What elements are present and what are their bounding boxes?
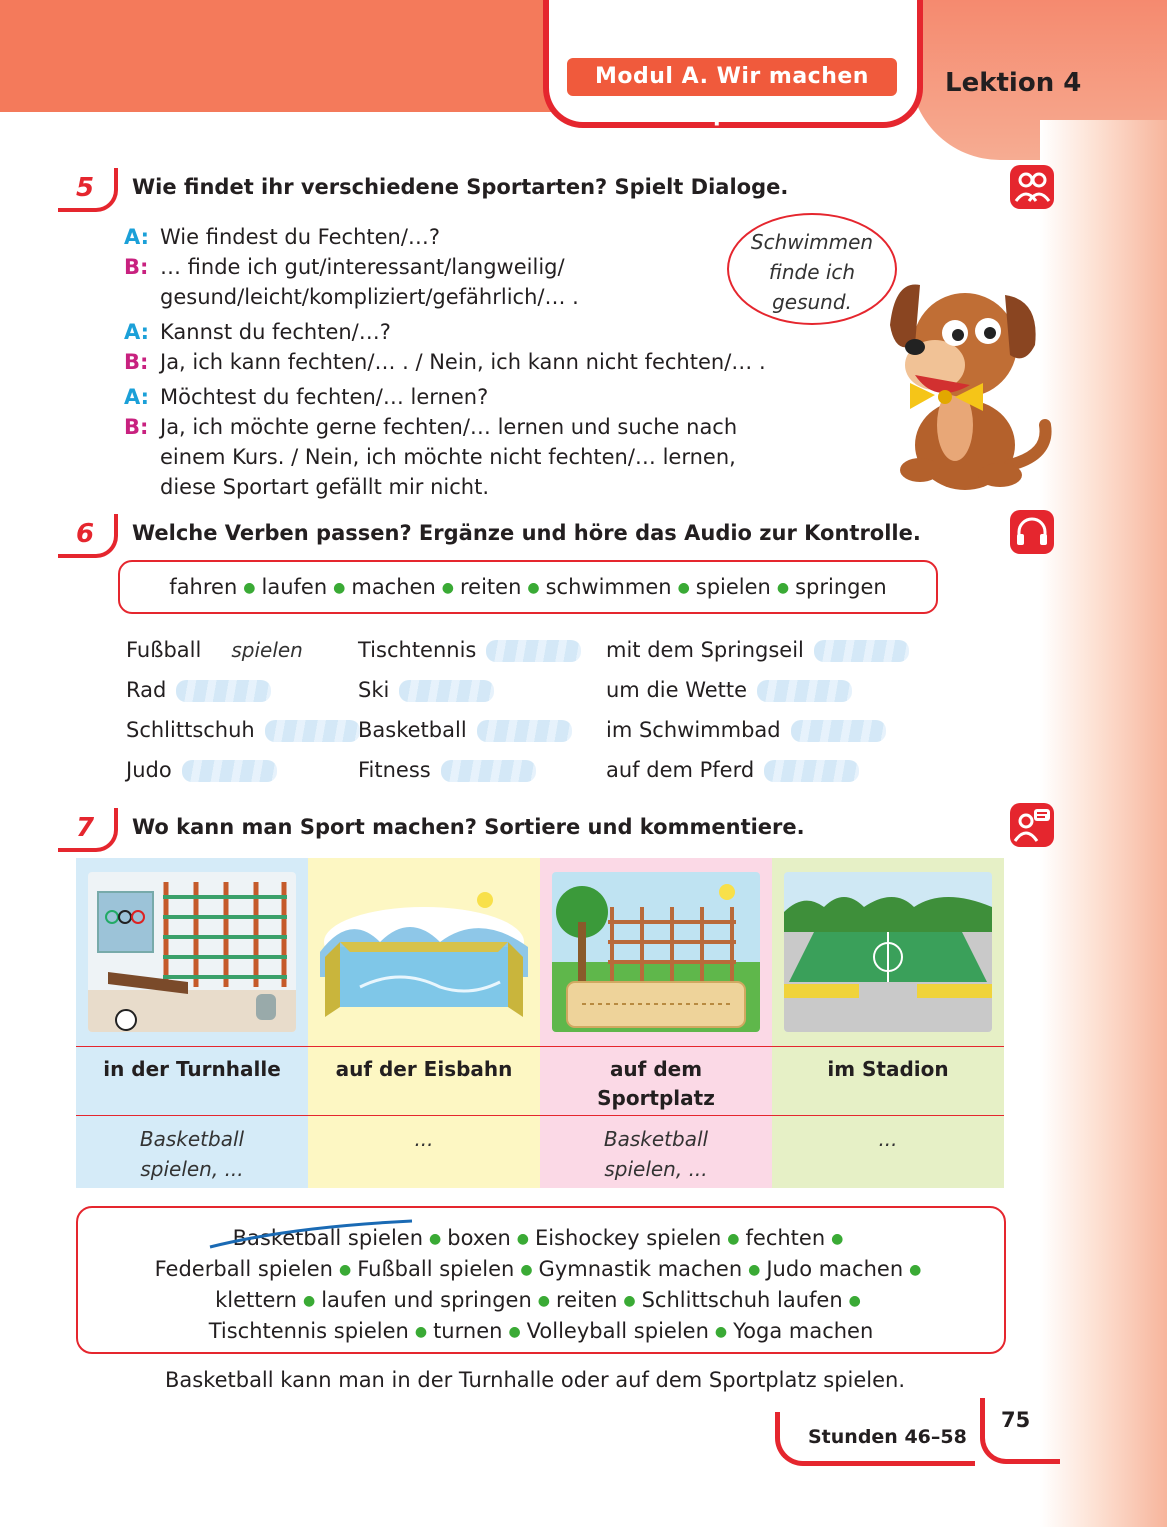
sport-noun: Basketball [358, 718, 467, 742]
puppy-illustration [880, 265, 1060, 495]
lesson-hours: Stunden 46–58 [775, 1412, 975, 1466]
activity-option: klettern [215, 1288, 297, 1312]
activity-option: fechten [745, 1226, 826, 1250]
activity-option: Fußball spielen [357, 1257, 515, 1281]
dialog-text: gesund/leicht/kompliziert/gefährlich/… . [160, 285, 579, 309]
bullet-icon: ● [516, 1231, 530, 1247]
activities-line [78, 1285, 1004, 1316]
verb-box [118, 560, 938, 614]
bullet-icon: ● [527, 580, 540, 596]
answer-blank[interactable]: spielen [231, 638, 303, 662]
sports-ground-illustration [552, 872, 760, 1032]
fill-item [358, 638, 581, 662]
stadium-illustration [784, 872, 992, 1032]
dialog-line [124, 317, 391, 347]
pair-work-icon [1010, 165, 1054, 209]
ice-rink-illustration [320, 872, 528, 1032]
dialog-text: Ja, ich kann fechten/… . / Nein, ich kann nicht fechten/… . [160, 350, 766, 374]
places-table [76, 858, 1006, 1188]
header-band [0, 0, 560, 112]
activity-option: turnen [433, 1319, 503, 1343]
place-heading [540, 1046, 772, 1116]
speaker-label: A: [124, 225, 150, 249]
place-example-line: Basketball [139, 1127, 245, 1151]
bullet-icon: ● [748, 1262, 761, 1278]
place-example-line: spielen, ... [140, 1157, 244, 1181]
verb-option: reiten [460, 575, 522, 599]
speech-bubble [727, 213, 897, 325]
bullet-icon: ● [776, 580, 790, 596]
bullet-icon: ● [520, 1262, 533, 1278]
place-examples [772, 1124, 1004, 1154]
activity-option: Eishockey spielen [535, 1226, 722, 1250]
bubble-line: Schwimmen [750, 230, 874, 254]
fill-item [126, 758, 277, 782]
sport-noun: Fitness [358, 758, 431, 782]
sport-noun: Schlittschuh [126, 718, 255, 742]
bullet-icon: ● [429, 1231, 442, 1247]
dialog-text: einem Kurs. / Nein, ich möchte nicht fechten/… lernen, [160, 445, 736, 469]
fill-item [606, 718, 886, 742]
dialog-text: Kannst du fechten/…? [160, 320, 391, 344]
sport-noun: im Schwimmbad [606, 718, 781, 742]
bullet-icon: ● [677, 580, 690, 596]
example-sentence: Basketball kann man in der Turnhalle oder auf dem Sportplatz spielen. [164, 1368, 906, 1392]
dialog-text: Möchtest du fechten/… lernen? [160, 385, 489, 409]
place-example-line: Basketball [603, 1127, 709, 1151]
speaker-label: B: [124, 415, 149, 439]
place-heading [772, 1046, 1004, 1116]
dialog-line [124, 282, 579, 312]
place-column-stadium [772, 858, 1004, 1188]
answer-blank[interactable] [764, 760, 859, 782]
lesson-label: Lektion 4 [945, 68, 1082, 98]
bullet-icon: ● [714, 1324, 728, 1340]
sport-noun: Ski [358, 678, 390, 702]
answer-blank[interactable] [176, 680, 271, 702]
sport-noun: Judo [126, 758, 172, 782]
activity-option: Tischtennis spielen [208, 1319, 409, 1343]
verb-option: machen [351, 575, 436, 599]
dialog-text: Ja, ich möchte gerne fechten/… lernen und suche nach [160, 415, 738, 439]
place-heading-line: auf der Eisbahn [335, 1057, 513, 1081]
bullet-icon: ● [909, 1262, 922, 1278]
activity-option: laufen und springen [321, 1288, 532, 1312]
sport-noun: Tischtennis [358, 638, 477, 662]
fill-item [126, 678, 271, 702]
dialog-text: diese Sportart gefällt mir nicht. [160, 475, 490, 499]
speaker-label: A: [124, 320, 150, 344]
sport-noun: um die Wette [606, 678, 748, 702]
activity-option: Judo machen [766, 1257, 904, 1281]
task-6-title: Welche Verben passen? Ergänze und höre das Audio zur Kontrolle. [132, 521, 921, 545]
fill-item [606, 678, 852, 702]
fill-item [126, 718, 360, 742]
bullet-icon: ● [623, 1293, 636, 1309]
activities-line [78, 1254, 1004, 1285]
activity-option: Volleyball spielen [526, 1319, 709, 1343]
answer-blank[interactable] [182, 760, 277, 782]
activities-line [78, 1316, 1004, 1347]
bullet-icon: ● [831, 1231, 844, 1247]
verb-option: schwimmen [545, 575, 672, 599]
verb-option: spielen [695, 575, 771, 599]
headphones-icon [1010, 510, 1054, 554]
place-heading-line: auf dem [609, 1057, 703, 1081]
verb-option: laufen [261, 575, 328, 599]
task-5-title: Wie findet ihr verschiedene Sportarten? Spielt Dialoge. [132, 175, 789, 199]
fill-item [606, 638, 909, 662]
place-heading-line: im Stadion [827, 1057, 949, 1081]
sport-noun: auf dem Pferd [606, 758, 755, 782]
bullet-icon: ● [414, 1324, 428, 1340]
fill-item [606, 758, 859, 782]
module-title: Modul A. Wir machen Sport [567, 58, 897, 96]
sport-noun: mit dem Springseil [606, 638, 804, 662]
dialog-line [124, 252, 565, 282]
dialog-text: Wie findest du Fechten/…? [160, 225, 441, 249]
activity-option: reiten [555, 1288, 618, 1312]
place-heading-line: Sportplatz [597, 1086, 715, 1110]
answer-blank[interactable] [814, 640, 909, 662]
task-number-6: 6 [58, 514, 118, 558]
dialog-text: … finde ich gut/interessant/langweilig/ [160, 255, 565, 279]
speaker-label: A: [124, 385, 150, 409]
activity-option: Yoga machen [733, 1319, 874, 1343]
task-7-title: Wo kann man Sport machen? Sortiere und kommentiere. [132, 815, 805, 839]
activity-option: Federball spielen [154, 1257, 333, 1281]
place-example-line: ... [414, 1127, 434, 1151]
bullet-icon: ● [303, 1293, 316, 1309]
place-example-line: ... [878, 1127, 898, 1151]
answer-blank[interactable] [399, 680, 494, 702]
activity-option: Basketball spielen [232, 1226, 424, 1250]
task-number-5: 5 [58, 168, 118, 212]
discussion-icon [1010, 803, 1054, 847]
gym-illustration [88, 872, 296, 1032]
bullet-icon: ● [441, 580, 454, 596]
place-column-ice-rink [308, 858, 540, 1188]
fill-item [358, 678, 494, 702]
bullet-icon: ● [508, 1324, 521, 1340]
bullet-icon: ● [243, 580, 256, 596]
place-examples [308, 1124, 540, 1154]
dialog-line [124, 472, 489, 502]
dialog-line [124, 382, 488, 412]
bullet-icon: ● [339, 1262, 352, 1278]
answer-blank[interactable] [791, 720, 886, 742]
dialog-line [124, 442, 736, 472]
dialog-line [124, 222, 440, 252]
bubble-line: finde ich [768, 260, 856, 284]
answer-blank[interactable] [486, 640, 581, 662]
activity-option: Gymnastik machen [538, 1257, 743, 1281]
activity-option: Schlittschuh laufen [641, 1288, 843, 1312]
bullet-icon: ● [848, 1293, 861, 1309]
sport-noun: Rad [126, 678, 167, 702]
fill-item [358, 758, 536, 782]
place-heading [76, 1046, 308, 1116]
answer-blank[interactable] [441, 760, 536, 782]
dialog-line [124, 347, 766, 377]
activity-option: boxen [447, 1226, 511, 1250]
speaker-label: B: [124, 350, 149, 374]
answer-blank[interactable] [477, 720, 572, 742]
bullet-icon: ● [727, 1231, 740, 1247]
sport-noun: Fußball [126, 638, 202, 662]
place-heading [308, 1046, 540, 1116]
place-heading-line: in der Turnhalle [103, 1057, 281, 1081]
task-number-7: 7 [58, 808, 118, 852]
verb-option: fahren [169, 575, 238, 599]
fill-item [126, 638, 303, 662]
place-column-gym [76, 858, 308, 1188]
fill-item [358, 718, 572, 742]
place-examples [76, 1124, 308, 1184]
page-number: 75 [980, 1398, 1060, 1464]
verb-option: springen [795, 575, 887, 599]
dialog-line [124, 412, 737, 442]
strike-through-mark [205, 1215, 415, 1255]
place-column-sports-ground [540, 858, 772, 1188]
answer-blank[interactable] [757, 680, 852, 702]
answer-blank[interactable] [265, 720, 360, 742]
place-examples [540, 1124, 772, 1184]
place-example-line: spielen, ... [604, 1157, 708, 1181]
bullet-icon: ● [333, 580, 346, 596]
speaker-label: B: [124, 255, 149, 279]
bubble-line: gesund. [772, 290, 852, 314]
bullet-icon: ● [537, 1293, 550, 1309]
